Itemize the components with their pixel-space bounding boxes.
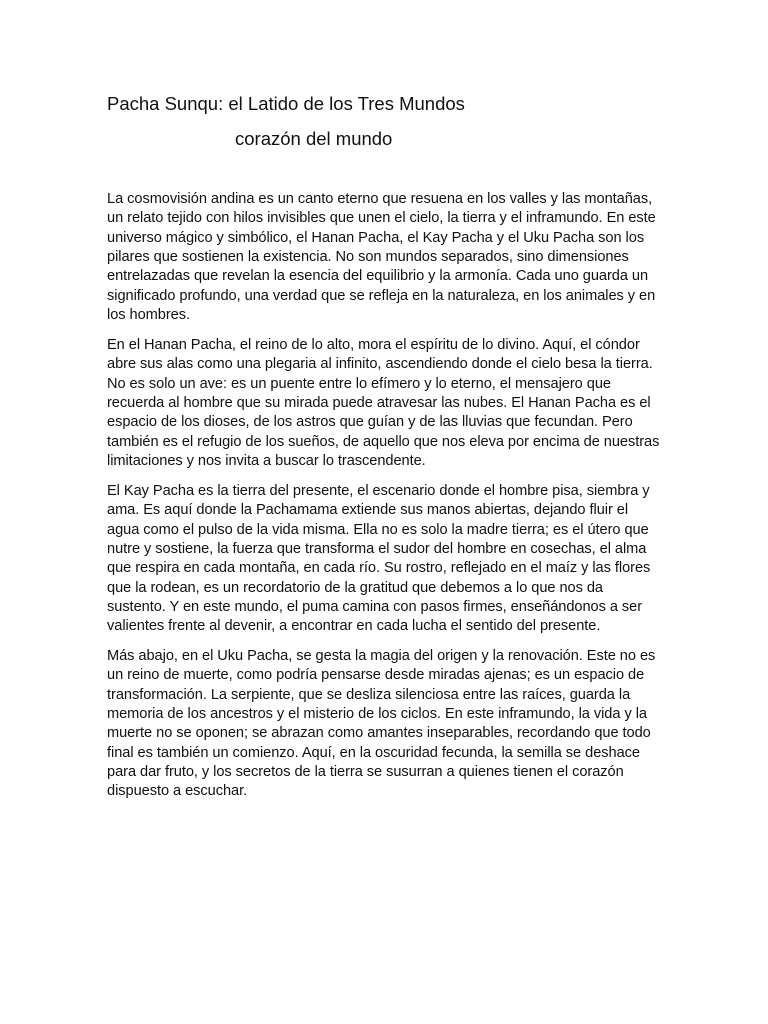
document-title: Pacha Sunqu: el Latido de los Tres Mundos bbox=[107, 93, 465, 114]
paragraph-uku-pacha: Más abajo, en el Uku Pacha, se gesta la magia del origen y la renovación. Este no es un reino de muerte, como podría pensarse desde miradas ajenas; es un espacio de transformación. La serpiente, que se desliza silenciosa entre las raíces, guarda la memoria de los ancestros y el misterio de los ciclos. En este inframundo, la vida y la muerte no se oponen; se abrazan como amantes inseparables, recordando que todo final es también un comienzo. Aquí, en la oscuridad fecunda, la semilla se deshace para dar fruto, y los secretos de la tierra se susurran a quienes tienen el corazón dispuesto a escuchar. bbox=[107, 648, 656, 800]
document-body bbox=[107, 190, 663, 802]
document-subtitle: corazón del mundo bbox=[235, 128, 393, 149]
paragraph-kay-pacha: El Kay Pacha es la tierra del presente, el escenario donde el hombre pisa, siembra y ama. Es aquí donde la Pachamama extiende sus manos abiertas, dejando fluir el agua como el pulso de la vida misma. Ella no es solo la madre tierra; es el útero que nutre y sostiene, la fuerza que transforma el sudor del hombre en cosechas, el alma que respira en cada montaña, en cada río. Su rostro, reflejado en el maíz y las flores que la rodean, es un recordatorio de la gratitud que debemos a lo que nos da sustento. Y en este mundo, el puma camina con pasos firmes, enseñándonos a ser valientes frente al devenir, a encontrar en cada lucha el sentido del presente. bbox=[107, 482, 651, 635]
paragraph-hanan-pacha: En el Hanan Pacha, el reino de lo alto, mora el espíritu de lo divino. Aquí, el cóndor abre sus alas como una plegaria al infinito, ascendiendo donde el cielo besa la tierra. No es solo un ave: es un puente entre lo efímero y lo eterno, el mensajero que recuerda al hombre que su mirada puede atravesar las nubes. El Hanan Pacha es el espacio de los dioses, de los astros que guían y de las lluvias que fecundan. Pero también es el refugio de los sueños, de aquello que nos eleva por encima de nuestras limitaciones y nos invita a buscar lo trascendente. bbox=[107, 336, 660, 469]
document-content bbox=[107, 92, 663, 812]
paragraph-intro: La cosmovisión andina es un canto eterno que resuena en los valles y las montañas, un relato tejido con hilos invisibles que unen el cielo, la tierra y el inframundo. En este universo mágico y simbólico, el Hanan Pacha, el Kay Pacha y el Uku Pacha son los pilares que sostienen la existencia. No son mundos separados, sino dimensiones entrelazadas que revelan la esencia del equilibrio y la armonía. Cada uno guarda un significado profundo, una verdad que se refleja en la naturaleza, en los animales y en los hombres. bbox=[107, 191, 656, 324]
